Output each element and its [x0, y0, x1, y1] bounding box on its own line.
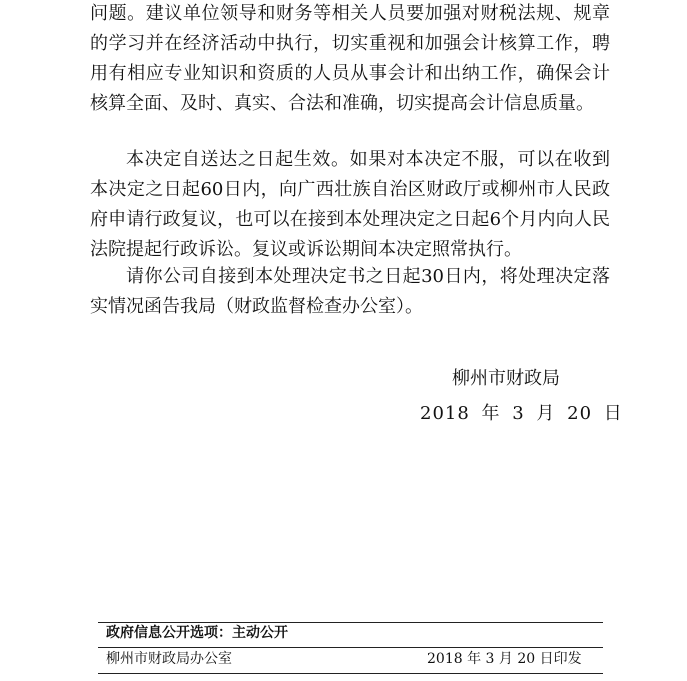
issuing-office: 柳州市财政局办公室	[106, 651, 232, 667]
footer-divider-bottom	[98, 673, 603, 674]
signature-organization: 柳州市财政局	[452, 368, 560, 389]
footer-divider-middle	[98, 647, 603, 648]
print-date: 2018 年 3 月 20 日印发	[427, 651, 582, 667]
body-paragraph-continued: 问题。建议单位领导和财务等相关人员要加强对财税法规、规章的学习并在经济活动中执行，切实重视和加强会计核算工作，聘用有相应专业知识和资质的人员从事会计和出纳工作，确保会计核算全面、及时、真实、合法和准确，切实提高会计信息质量。	[90, 3, 610, 114]
body-paragraph-feedback: 请你公司自接到本处理决定书之日起30日内，将处理决定落实情况函告我局（财政监督检查办公室）。	[90, 266, 610, 317]
signature-date: 2018 年 3 月 20 日	[420, 403, 623, 424]
body-paragraph-effectiveness: 本决定自送达之日起生效。如果对本决定不服，可以在收到本决定之日起60日内，向广西壮族自治区财政厅或柳州市人民政府申请行政复议，也可以在接到本处理决定之日起6个月内向人民法院提起行政诉讼。复议或诉讼期间本决定照常执行。	[90, 149, 610, 260]
disclosure-option: 政府信息公开选项：主动公开	[106, 625, 288, 641]
